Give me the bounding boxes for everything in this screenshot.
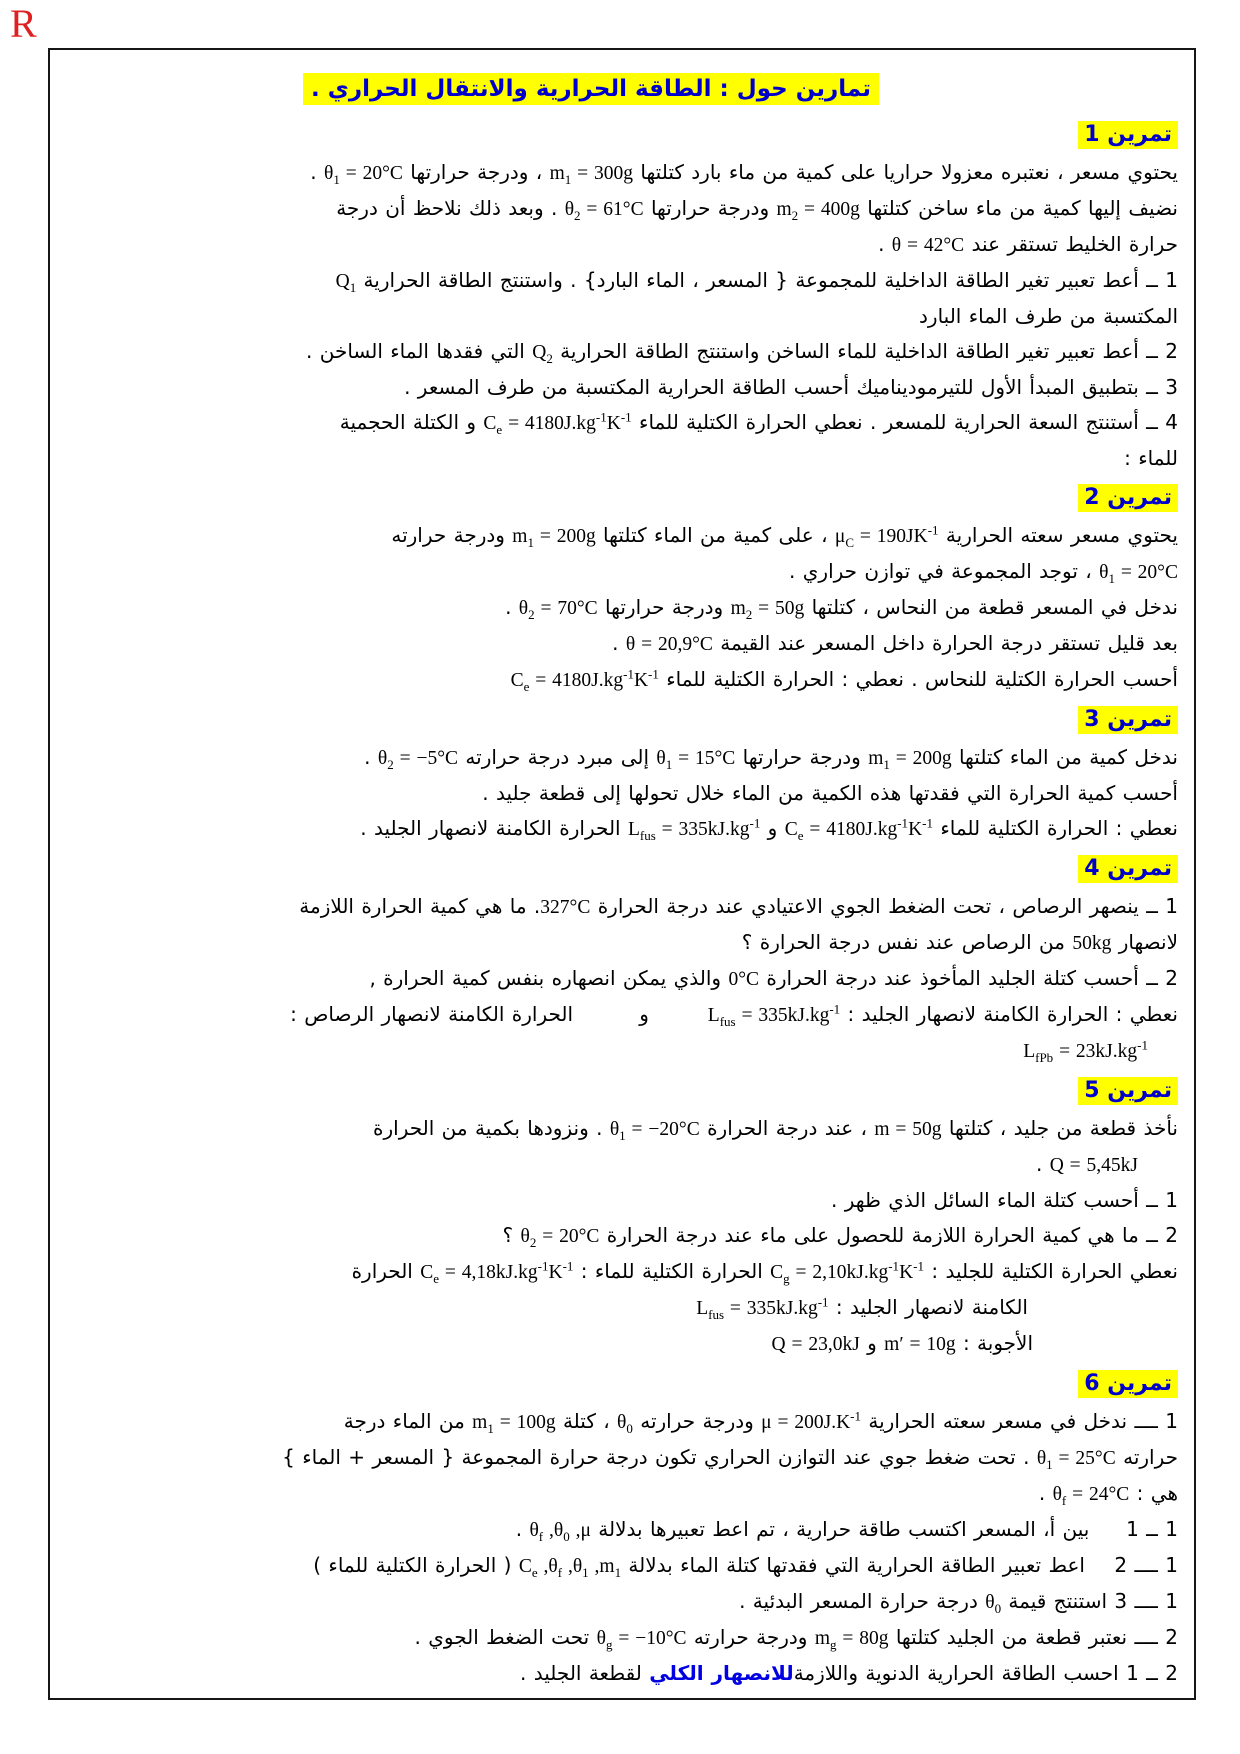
- arabic-text: .: [1035, 1152, 1050, 1176]
- math-expression: $m_2 = 400g$: [776, 199, 860, 223]
- arabic-text: 1 ــــ 3 استنتج قيمة: [1001, 1589, 1178, 1613]
- arabic-text: ، ودرجة حرارتها: [402, 160, 550, 184]
- arabic-text: ؟: [502, 1223, 521, 1247]
- exercise-label: تمرين 4: [1078, 855, 1178, 883]
- page-title: تمارين حول : الطاقة الحرارية والانتقال الحراري .: [303, 73, 879, 105]
- arabic-text: من الماء درجة: [343, 1409, 473, 1433]
- text-line: [64, 441, 1178, 476]
- text-line: [64, 191, 1178, 227]
- math-expression: $\theta_0$: [985, 1592, 1002, 1616]
- math-expression: $Q_2$: [532, 342, 553, 366]
- math-expression: $L_{fus} = 335kJ.kg^{-1}$: [696, 1294, 829, 1322]
- arabic-text: 2 ــ أعط تعبير تغير الطاقة الداخلية للماء الساخن واستنتج الطاقة الحرارية: [552, 339, 1178, 363]
- arabic-text: . ونزودها بكمية من الحرارة: [373, 1116, 610, 1140]
- text-line: [64, 263, 1178, 299]
- corner-mark: R: [10, 1, 37, 46]
- arabic-text: 4 ــ أستنتج السعة الحرارية للمسعر . نعطي الحرارة الكتلية للماء: [631, 410, 1178, 434]
- arabic-text: بعد قليل تستقر درجة الحرارة داخل المسعر عند القيمة: [712, 631, 1178, 655]
- text-line: [64, 1656, 1178, 1691]
- math-expression: $m_1 = 300g$: [549, 163, 634, 187]
- arabic-text: الأجوبة :: [955, 1331, 1033, 1355]
- arabic-text: ودرجة حرارته: [686, 1625, 815, 1649]
- arabic-text: ودرجة حرارته: [632, 1409, 762, 1433]
- exercise-header-1: [64, 118, 1178, 152]
- arabic-text: نعطي : الحرارة الكتلية للماء: [933, 816, 1178, 840]
- text-line: [64, 1111, 1178, 1147]
- math-expression: θ = 20,9°C: [625, 634, 713, 655]
- exercise-header-2: [64, 481, 1178, 515]
- text-line: [64, 889, 1178, 925]
- math-expression: $\theta_2 = -5^\circ C$: [377, 748, 459, 772]
- arabic-text: 2 ــ أحسب كتلة الجليد المأخوذ عند درجة الحرارة: [759, 966, 1178, 990]
- exercises: [64, 118, 1178, 1691]
- math-expression: $C_e = 4180J.kg^{-1}K^{-1}$: [784, 815, 933, 843]
- math-expression: $m_1 = 200g$: [512, 526, 596, 550]
- arabic-text: . تحت ضغط جوي عند التوازن الحراري تكون درجة حرارة المجموعة { المسعر + الماء }: [282, 1445, 1037, 1469]
- arabic-text: لقطعة الجليد .: [520, 1661, 650, 1685]
- arabic-text: ودرجة حرارتها: [735, 745, 869, 769]
- arabic-text: . ما هي كمية الحرارة اللازمة: [299, 894, 541, 918]
- highlighted-phrase: للانصهار الكلي: [649, 1661, 794, 1685]
- text-line: [64, 590, 1178, 626]
- math-expression: $\theta_2 = 70^\circ C$: [518, 598, 598, 622]
- math-expression: $\theta_1 = 20^\circ C$: [324, 163, 403, 187]
- text-line: [64, 1290, 1178, 1326]
- text-line: [64, 518, 1178, 554]
- arabic-text: أحسب كمية الحرارة التي فقدتها هذه الكمية من الماء خلال تحولها إلى قطعة جليد .: [482, 781, 1178, 805]
- arabic-text: نعطي الحرارة الكتلية للجليد :: [924, 1259, 1178, 1283]
- math-expression: Q = 5,45kJ: [1049, 1155, 1138, 1176]
- math-expression: m = 50g: [874, 1119, 942, 1140]
- math-expression: $\theta_2 = 61^\circ C$: [564, 199, 644, 223]
- arabic-text: 1 ــ 1 بين أ، المسعر اكتسب طاقة حرارية ، تم اعط تعبيرها بدلالة: [590, 1517, 1178, 1541]
- arabic-text: 1 ــــ 2 اعط تعبير الطاقة الحرارية التي فقدتها كتلة الماء بدلالة: [621, 1553, 1178, 1577]
- math-expression: $\theta_f = 24^\circ C$: [1052, 1484, 1130, 1508]
- arabic-text: ، على كمية من الماء كتلتها: [595, 523, 835, 547]
- text-line: [64, 1620, 1178, 1656]
- arabic-text: 1 ــ أحسب كتلة الماء السائل الذي ظهر .: [831, 1188, 1178, 1212]
- arabic-text: الحرارة الكامنة لانصهار الجليد .: [360, 816, 628, 840]
- text-line: [64, 811, 1178, 847]
- text-line: [64, 997, 1178, 1033]
- exercise-label: تمرين 2: [1078, 484, 1178, 512]
- math-expression: $m_g = 80g$: [814, 1628, 889, 1652]
- text-line: [64, 1033, 1178, 1069]
- math-expression: $L_{fus} = 335kJ.kg^{-1}$: [627, 815, 761, 843]
- arabic-text: ندخل في المسعر قطعة من النحاس ، كتلتها: [804, 595, 1178, 619]
- text-line: [64, 626, 1178, 662]
- math-expression: $m_1 = 200g$: [868, 748, 952, 772]
- text-line: [64, 370, 1178, 405]
- math-expression: $C_e = 4,18kJ.kg^{-1}K^{-1}$: [420, 1258, 574, 1286]
- math-expression: $\theta_1 = 25^\circ C$: [1036, 1448, 1116, 1472]
- math-expression: $\theta_f$ $,\theta_0$ ,μ: [529, 1520, 591, 1544]
- arabic-text: 1 ــــ ندخل في مسعر سعته الحرارية: [861, 1409, 1178, 1433]
- text-line: [64, 299, 1178, 334]
- arabic-text: 2 ــ 1 احسب الطاقة الحرارية الدنوية واللازمة: [793, 1661, 1178, 1685]
- exercise-header-5: [64, 1074, 1178, 1108]
- math-expression: θ = 42°C: [891, 235, 965, 256]
- arabic-text: .: [1038, 1481, 1053, 1505]
- arabic-text: .: [515, 1517, 530, 1541]
- document-frame: [48, 48, 1196, 1700]
- text-line: [64, 1512, 1178, 1548]
- arabic-text: يحتوي مسعر ، نعتبره معزولا حراريا على كمية من ماء بارد كتلتها: [633, 160, 1178, 184]
- text-line: [64, 554, 1178, 590]
- text-line: [64, 1218, 1178, 1254]
- arabic-text: و: [760, 816, 785, 840]
- arabic-text: ، عند درجة الحرارة: [699, 1116, 875, 1140]
- exercise-label: تمرين 6: [1078, 1370, 1178, 1398]
- text-line: [64, 1254, 1178, 1290]
- arabic-text: الحرارة: [351, 1259, 421, 1283]
- arabic-text: و الكتلة الحجمية: [339, 410, 484, 434]
- exercise-header-4: [64, 852, 1178, 886]
- math-expression: Q = 23,0kJ: [771, 1334, 860, 1355]
- arabic-text: يحتوي مسعر سعته الحرارية: [938, 523, 1178, 547]
- arabic-text: الحرارة الكتلية للماء :: [573, 1259, 771, 1283]
- arabic-text: ودرجة حرارته: [391, 523, 513, 547]
- arabic-text: .: [364, 745, 378, 769]
- text-line: [64, 740, 1178, 776]
- text-line: [64, 405, 1178, 441]
- arabic-text: هي :: [1129, 1481, 1178, 1505]
- math-expression: $\mu = 200J.K^{-1}$: [761, 1408, 862, 1433]
- math-expression: $C_e$ $,\theta_f$ $,\theta_1$ $,m_1$: [518, 1556, 622, 1580]
- arabic-text: تحت الضغط الجوي .: [414, 1625, 597, 1649]
- text-line: [64, 1147, 1178, 1183]
- arabic-text: من الرصاص عند نفس درجة الحرارة ؟: [741, 930, 1073, 954]
- math-expression: $m_1 = 100g$: [472, 1412, 556, 1436]
- text-line: [64, 1548, 1178, 1584]
- arabic-text: ، توجد المجموعة في توازن حراري .: [789, 559, 1100, 583]
- exercise-label: تمرين 3: [1078, 706, 1178, 734]
- math-expression: $C_e = 4180J.kg^{-1}K^{-1}$: [483, 409, 632, 437]
- math-expression: $Q_1$: [335, 271, 357, 295]
- arabic-text: التي فقدها الماء الساخن .: [306, 339, 533, 363]
- arabic-text: للماء :: [1124, 446, 1178, 470]
- arabic-text: أحسب الحرارة الكتلية للنحاس . نعطي : الحرارة الكتلية للماء: [658, 667, 1178, 691]
- exercise-header-6: [64, 1367, 1178, 1401]
- arabic-text: لانصهار: [1111, 930, 1178, 954]
- text-line: [64, 334, 1178, 370]
- exercise-label: تمرين 5: [1078, 1077, 1178, 1105]
- math-expression: 327°C: [540, 897, 591, 918]
- arabic-text: نضيف إليها كمية من ماء ساخن كتلتها: [859, 196, 1178, 220]
- arabic-text: نعطي : الحرارة الكامنة لانصهار الجليد :: [840, 1002, 1178, 1026]
- text-line: [64, 155, 1178, 191]
- math-expression: $L_{fus} = 335kJ.kg^{-1}$: [707, 1001, 841, 1029]
- math-expression: $\theta_1 = -20^\circ C$: [609, 1119, 700, 1143]
- text-line: [64, 1476, 1178, 1512]
- arabic-text: ( الحرارة الكتلية للماء ): [313, 1553, 519, 1577]
- math-expression: $\theta_1 = 15^\circ C$: [656, 748, 736, 772]
- arabic-text: ودرجة حرارتها: [643, 196, 777, 220]
- text-line: [64, 227, 1178, 263]
- arabic-text: ودرجة حرارتها: [597, 595, 731, 619]
- text-line: [64, 1404, 1178, 1440]
- arabic-text: ندخل كمية من الماء كتلتها: [951, 745, 1178, 769]
- exercise-header-3: [64, 703, 1178, 737]
- text-line: [64, 1584, 1178, 1620]
- arabic-text: 1 ــ ينصهر الرصاص ، تحت الضغط الجوي الاعتيادي عند درجة الحرارة: [590, 894, 1178, 918]
- arabic-text: حرارة الخليط تستقر عند: [964, 232, 1178, 256]
- math-expression: m′ = 10g: [884, 1334, 956, 1355]
- text-line: [64, 925, 1178, 961]
- math-expression: $\theta_1 = 20^\circ C$: [1099, 562, 1178, 586]
- text-line: [64, 961, 1178, 997]
- math-expression: $L_{fPb} = 23kJ.kg^{-1}$: [1023, 1037, 1148, 1065]
- text-line: [64, 776, 1178, 811]
- arabic-text: والذي يمكن انصهاره بنفس كمية الحرارة ,: [369, 966, 729, 990]
- arabic-text: . وبعد ذلك نلاحظ أن درجة: [336, 196, 565, 220]
- arabic-text: 3 ــ بتطبيق المبدأ الأول للتيرموديناميك أحسب الطاقة الحرارية المكتسبة من طرف المسعر .: [404, 375, 1178, 399]
- arabic-text: الكامنة لانصهار الجليد :: [828, 1295, 1028, 1319]
- math-expression: $C_e = 4180J.kg^{-1}K^{-1}$: [510, 666, 659, 694]
- math-expression: $\theta_0$: [617, 1412, 633, 1436]
- arabic-text: حرارته: [1115, 1445, 1178, 1469]
- arabic-text: درجة حرارة المسعر البدئية .: [739, 1589, 986, 1613]
- arabic-text: .: [612, 631, 626, 655]
- arabic-text: 1 ــ أعط تعبير تغير الطاقة الداخلية للمجموعة { المسعر ، الماء البارد} . واستنتج الطاقة الحرارية: [356, 268, 1178, 292]
- arabic-text: و: [859, 1331, 885, 1355]
- arabic-text: و الحرارة الكامنة لانصهار الرصاص :: [290, 1002, 708, 1026]
- arabic-text: .: [878, 232, 892, 256]
- arabic-text: إلى مبرد درجة حرارته: [458, 745, 657, 769]
- arabic-text: .: [505, 595, 519, 619]
- arabic-text: 2 ــ ما هي كمية الحرارة اللازمة للحصول على ماء عند درجة الحرارة: [599, 1223, 1178, 1247]
- arabic-text: المكتسبة من طرف الماء البارد: [919, 304, 1178, 328]
- math-expression: 50kg: [1072, 933, 1112, 954]
- math-expression: $\theta_2 = 20^\circ C$: [520, 1226, 600, 1250]
- arabic-text: 2 ــــ نعتبر قطعة من الجليد كتلتها: [888, 1625, 1178, 1649]
- math-expression: $\mu_C = 190JK^{-1}$: [834, 522, 939, 550]
- arabic-text: ، كتلة: [555, 1409, 618, 1433]
- arabic-text: نأخذ قطعة من جليد ، كتلتها: [941, 1116, 1178, 1140]
- math-expression: 0°C: [728, 969, 759, 990]
- exercise-label: تمرين 1: [1078, 121, 1178, 149]
- math-expression: $C_g = 2,10kJ.kg^{-1}K^{-1}$: [770, 1258, 924, 1286]
- text-line: [64, 1326, 1178, 1362]
- text-line: [64, 1183, 1178, 1218]
- arabic-text: .: [310, 160, 324, 184]
- text-line: [64, 1440, 1178, 1476]
- math-expression: $m_2 = 50g$: [730, 598, 805, 622]
- text-line: [64, 662, 1178, 698]
- math-expression: $\theta_g = -10^\circ C$: [596, 1628, 687, 1652]
- title-row: [64, 76, 1118, 102]
